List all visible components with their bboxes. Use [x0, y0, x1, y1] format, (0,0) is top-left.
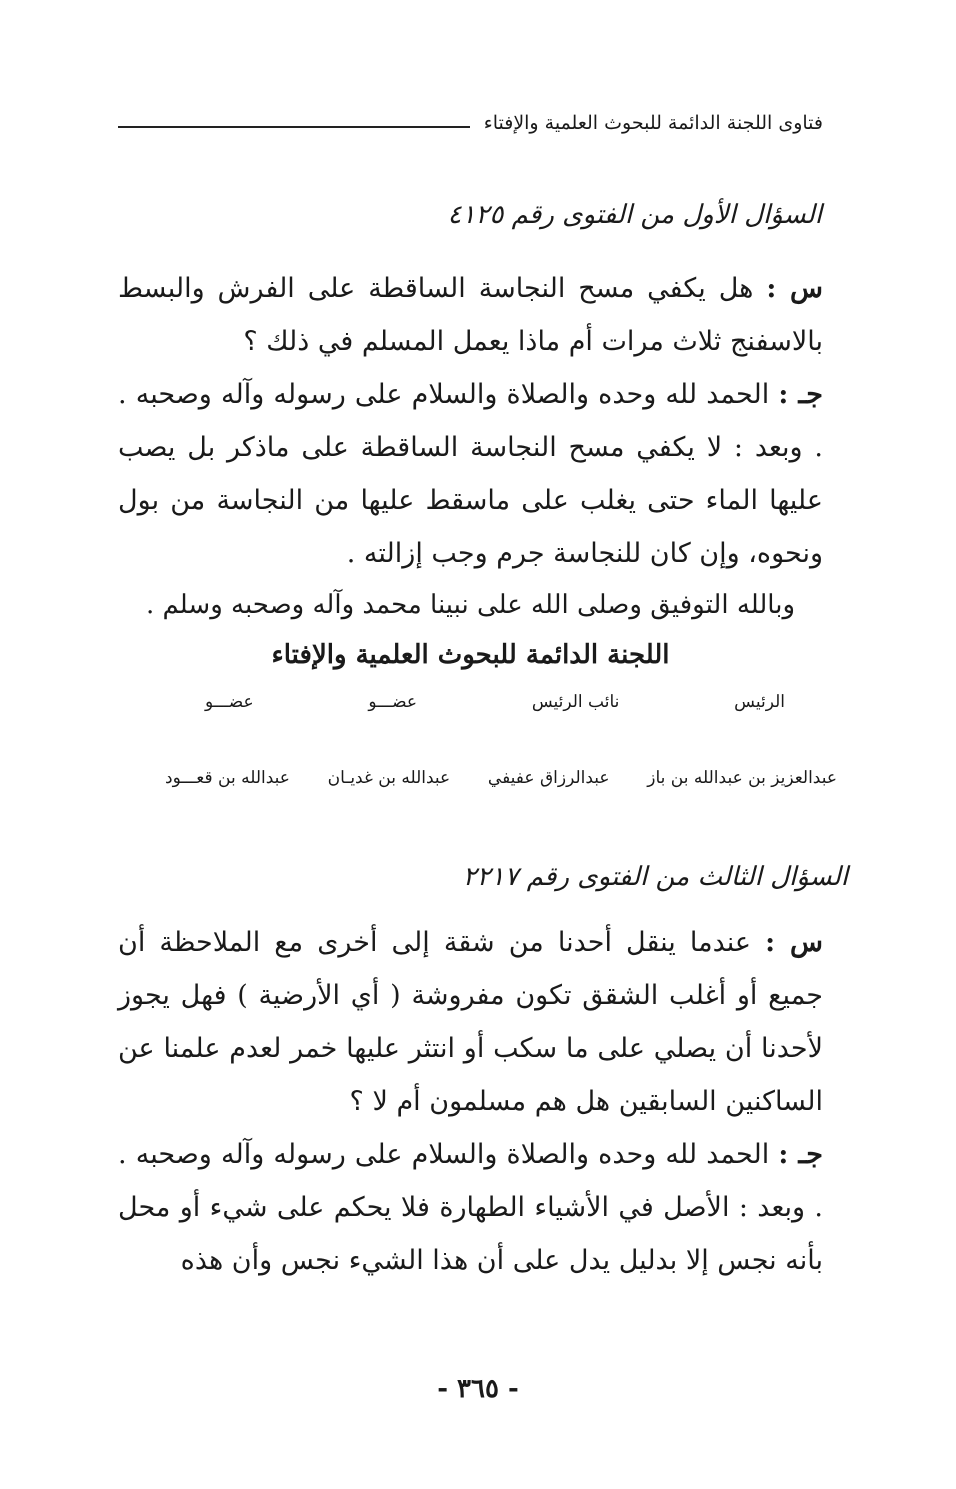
question-text: هل يكفي مسح النجاسة الساقطة على الفرش والبسط بالاسفنج ثلاث مرات أم ماذا يعمل المسلم في ذلك ؟ [118, 273, 823, 357]
signature-names [165, 768, 837, 788]
signature-roles [205, 692, 785, 712]
committee-name: اللجنة الدائمة للبحوث العلمية والإفتاء [271, 640, 670, 670]
member-name: عبدالله بن قعـــود [165, 768, 290, 788]
running-header [118, 112, 823, 134]
answer-text: الحمد لله وحده والصلاة والسلام على رسوله وآله وصحبه . . وبعد : لا يكفي مسح النجاسة الساقطة على ماذكر بل يصب عليها الماء حتى يغلب على ماسقط عليها من النجاسة من بول ونحوه، وإن كان للنجاسة جرم وجب إزالته . [118, 379, 823, 569]
fatwa2-answer [118, 1128, 823, 1287]
fatwa1-closing: وبالله التوفيق وصلى الله على نبينا محمد وآله وصحبه وسلم . [145, 590, 796, 620]
member-name: عبدالعزيز بن عبدالله بن باز [647, 768, 837, 788]
fatwa2-question [118, 916, 823, 1128]
fatwa1-question [118, 262, 823, 368]
answer-marker: جـ : [778, 379, 823, 410]
role-vice-president: نائب الرئيس [531, 692, 620, 712]
question-text: عندما ينقل أحدنا من شقة إلى أخرى مع الملاحظة أن جميع أو أغلب الشقق تكون مفروشة ( أي الأرضية ) فهل يجوز لأحدنا أن يصلي على ما سكب أو انتثر عليها خمر لعدم علمنا عن الساكنين السابقين هل هم مسلمون أم لا ؟ [118, 927, 823, 1117]
role-member-2: عضـــو [205, 692, 254, 712]
role-member-1: عضـــو [368, 692, 418, 712]
answer-marker: جـ : [778, 1139, 823, 1170]
header-title: فتاوى اللجنة الدائمة للبحوث العلمية والإفتاء [483, 112, 823, 134]
role-president: الرئيس [734, 692, 785, 712]
question-marker: س : [765, 927, 823, 958]
member-name: عبدالله بن غديـان [327, 768, 451, 788]
member-name: عبدالرزاق عفيفي [487, 768, 610, 788]
fatwa1-heading: السؤال الأول من الفتوى رقم ٤١٢٥ [447, 200, 822, 230]
fatwa2-heading: السؤال الثالث من الفتوى رقم ٢٢١٧ [462, 862, 848, 892]
page-number: - ٣٦٥ - [437, 1374, 519, 1404]
answer-text: الحمد لله وحده والصلاة والسلام على رسوله وآله وصحبه . . وبعد : الأصل في الأشياء الطهارة فلا يحكم على شيء أو محل بأنه نجس إلا بدليل يدل على أن هذا الشيء نجس وأن هذه [118, 1139, 823, 1276]
question-marker: س : [766, 273, 823, 304]
header-rule [118, 126, 470, 128]
fatwa1-answer [118, 368, 823, 580]
